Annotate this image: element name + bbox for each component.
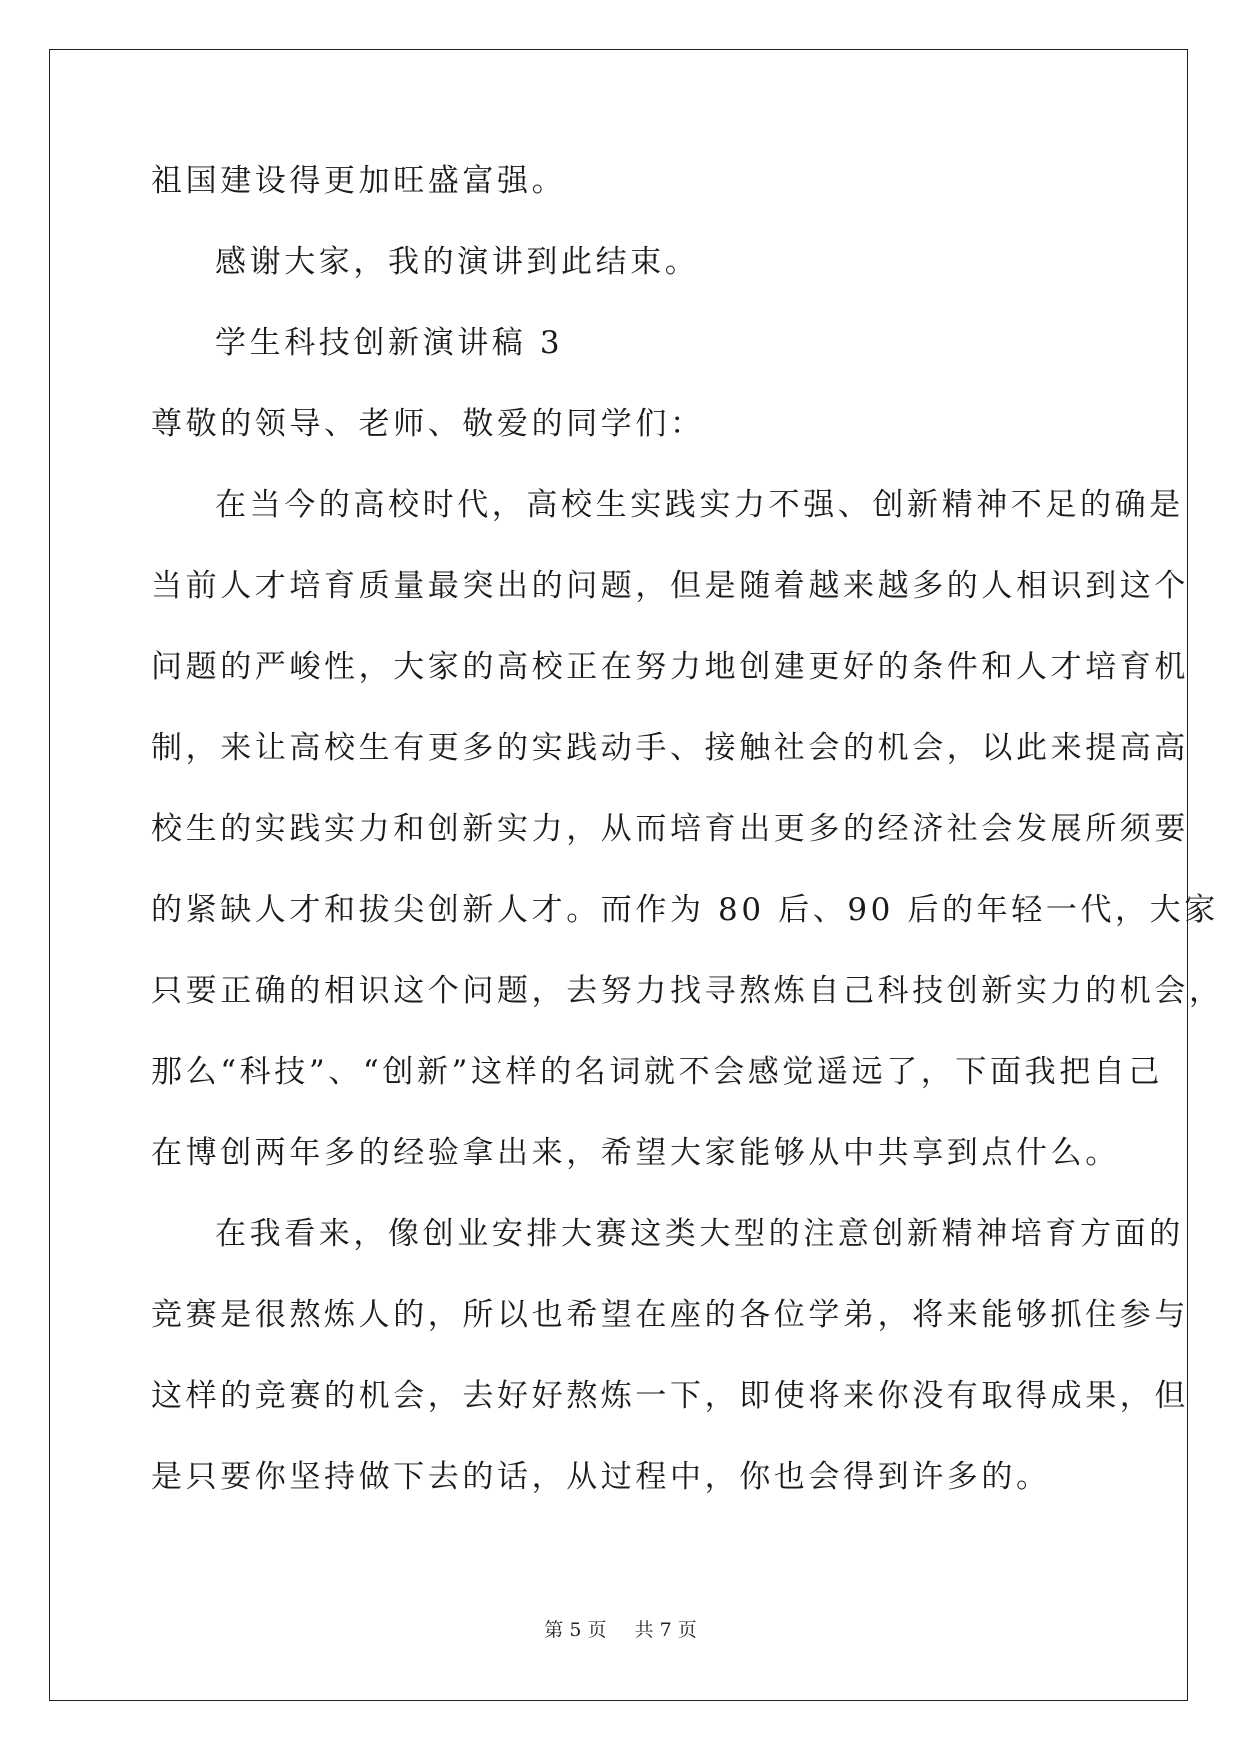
paragraph-line: 祖国建设得更加旺盛富强。 [151,163,567,199]
paragraph-line: 在我看来，像创业安排大赛这类大型的注意创新精神培育方面的 [215,1216,1184,1252]
page-footer [0,1615,1241,1642]
paragraph-line: 那么“科技”、“创新”这样的名词就不会感觉遥远了，下面我把自己 [151,1054,1163,1090]
page-total: 共 7 页 [634,1619,697,1641]
paragraph-line: 校生的实践实力和创新实力，从而培育出更多的经济社会发展所须要 [151,811,1189,847]
paragraph-line: 当前人才培育质量最突出的问题，但是随着越来越多的人相识到这个 [151,568,1189,604]
paragraph-line: 问题的严峻性，大家的高校正在努力地创建更好的条件和人才培育机 [151,649,1189,685]
paragraph-line: 是只要你坚持做下去的话，从过程中，你也会得到许多的。 [151,1459,1051,1495]
document-body [151,162,1224,1539]
paragraph-line: 在当今的高校时代，高校生实践实力不强、创新精神不足的确是 [215,487,1184,523]
paragraph-line: 竞赛是很熬炼人的，所以也希望在座的各位学弟，将来能够抓住参与 [151,1297,1189,1333]
paragraph-line: 这样的竞赛的机会，去好好熬炼一下，即使将来你没有取得成果，但 [151,1378,1189,1414]
paragraph-line: 的紧缺人才和拔尖创新人才。而作为 80 后、90 后的年轻一代，大家 [151,892,1219,928]
page-number: 第 5 页 [544,1619,607,1641]
salutation: 尊敬的领导、老师、敬爱的同学们： [151,406,705,442]
paragraph-line: 制，来让高校生有更多的实践动手、接触社会的机会，以此来提高高 [151,730,1189,766]
paragraph-line: 只要正确的相识这个问题，去努力找寻熬炼自己科技创新实力的机会， [151,973,1224,1009]
paragraph-line: 感谢大家，我的演讲到此结束。 [215,244,700,280]
section-title: 学生科技创新演讲稿 3 [215,325,564,361]
paragraph-line: 在博创两年多的经验拿出来，希望大家能够从中共享到点什么。 [151,1135,1120,1171]
